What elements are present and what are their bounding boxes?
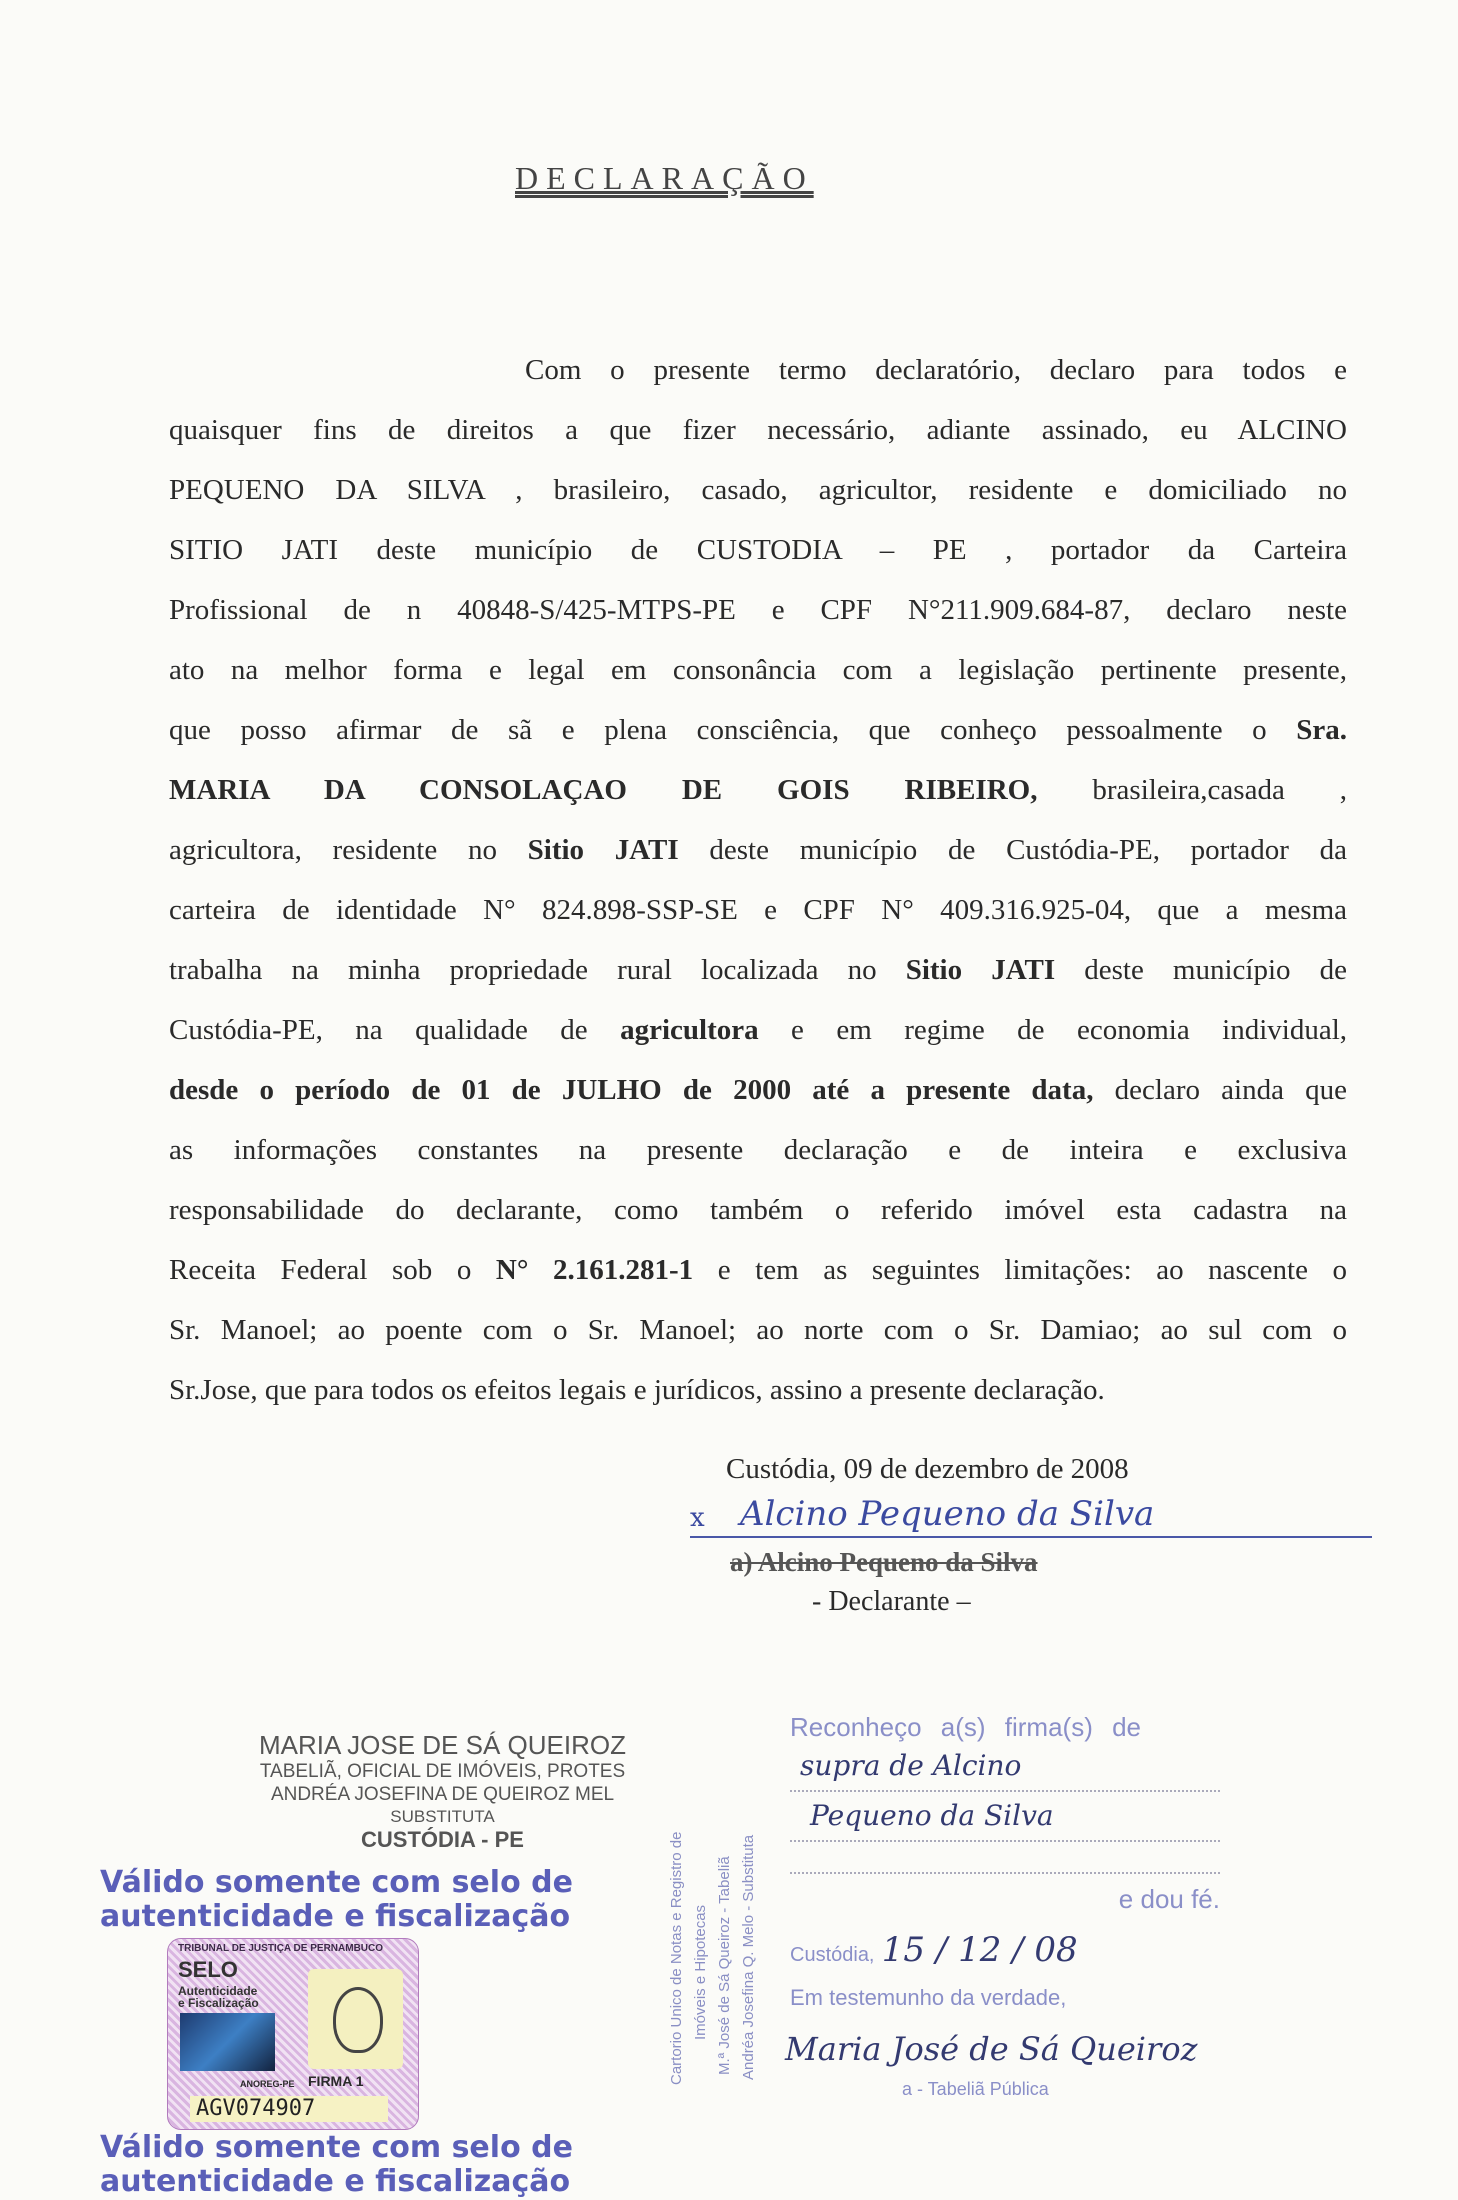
body-line — [169, 1300, 1347, 1360]
bold-text: MARIA DA CONSOLAÇAO DE GOIS RIBEIRO, — [169, 774, 1038, 806]
notary-stamp — [235, 1730, 650, 1853]
recognition-date-handwritten: 15 / 12 / 08 — [881, 1930, 1078, 1970]
notary-name: MARIA JOSE DE SÁ QUEIROZ — [259, 1730, 626, 1760]
signatory-name: a) Alcino Pequeno da Silva — [730, 1547, 1038, 1577]
body-text: deste município de Custódia-PE, portador da — [678, 834, 1347, 866]
body-line — [169, 640, 1347, 700]
place-date: Custódia, 09 de dezembro de 2008 — [726, 1453, 1129, 1485]
seal-subtitle-line: Autenticidade — [178, 1984, 258, 1998]
notary-line: CUSTÓDIA - PE — [361, 1827, 524, 1852]
body-text: ato na melhor forma e legal em consonância com a legislação pertinente presente, — [169, 654, 1347, 686]
body-line — [169, 1000, 1347, 1060]
body-line — [169, 1120, 1347, 1180]
body-line — [169, 1060, 1347, 1120]
body-text: declaro ainda que — [1093, 1074, 1347, 1106]
body-line — [169, 700, 1347, 760]
body-text: brasileira,casada , — [1037, 774, 1347, 806]
body-text: carteira de identidade N° 824.898-SSP-SE e CPF N° 409.316.925-04, que a mesma — [169, 894, 1347, 926]
validity-stamp-bottom — [100, 2131, 660, 2199]
recognition-heading: Reconheço a(s) firma(s) de — [790, 1712, 1141, 1742]
authenticity-seal — [167, 1938, 419, 2130]
body-text: agricultora, residente no — [169, 834, 528, 866]
seal-subtitle — [178, 1985, 259, 2009]
body-text: trabalha na minha propriedade rural localizada no — [169, 954, 906, 986]
bold-text: Sra. — [1296, 714, 1347, 746]
bold-text: agricultora — [620, 1014, 759, 1046]
body-text: quaisquer fins de direitos a que fizer necessário, adiante assinado, eu ALCINO — [169, 414, 1347, 446]
notary-line: TABELIÃ, OFICIAL DE IMÓVEIS, PROTES — [259, 1761, 626, 1782]
signature-mark: x — [690, 1503, 705, 1533]
body-line — [169, 880, 1347, 940]
registry-vertical-text: M.ª José de Sá Queiroz - Tabeliã — [716, 1856, 733, 2075]
bold-text: desde o período de 01 de JULHO de 2000 até a presente data, — [169, 1074, 1094, 1106]
body-text: deste município de — [1055, 954, 1347, 986]
recognition-attest: e dou fé. — [1118, 1884, 1220, 1914]
body-text: Receita Federal sob o — [169, 1254, 496, 1286]
document-title: DECLARAÇÃO — [515, 160, 814, 196]
body-line — [169, 1240, 1347, 1300]
body-text: SITIO JATI deste município de CUSTODIA – PE , portador da Carteira — [169, 534, 1347, 566]
recognition-testimony: Em testemunho da verdade, — [790, 1985, 1067, 2010]
recognition-date — [790, 1924, 1220, 1976]
seal-subtitle-line: e Fiscalização — [178, 1996, 259, 2010]
body-line — [169, 760, 1347, 820]
body-text: as informações constantes na presente declaração e de inteira e exclusiva — [169, 1134, 1347, 1166]
notary-line: ANDRÉA JOSEFINA DE QUEIROZ MEL — [270, 1784, 615, 1805]
body-line — [169, 580, 1347, 640]
body-text: PEQUENO DA SILVA , brasileiro, casado, agricultor, residente e domiciliado no — [169, 474, 1347, 506]
body-text: responsabilidade do declarante, como também o referido imóvel esta cadastra na — [169, 1194, 1347, 1226]
recognition-handwritten: supra de Alcino — [790, 1742, 1220, 1792]
body-text: e tem as seguintes limitações: ao nascente o — [693, 1254, 1348, 1286]
body-text: que posso afirmar de sã e plena consciência, que conheço pessoalmente o — [169, 714, 1297, 746]
body-text: Custódia-PE, na qualidade de — [169, 1014, 621, 1046]
recognition-date-label: Custódia, — [790, 1944, 875, 1966]
body-line — [169, 1360, 1347, 1420]
body-text: Sr. Manoel; ao poente com o Sr. Manoel; ao norte com o Sr. Damiao; ao sul com o — [169, 1314, 1347, 1346]
bold-text: Sitio JATI — [527, 834, 679, 866]
seal-code: AGV074907 — [190, 2096, 388, 2122]
notary-line: SUBSTITUTA — [390, 1807, 495, 1826]
bold-text: N° 2.161.281-1 — [495, 1254, 694, 1286]
declarant-signature — [690, 1494, 1372, 1538]
seal-title: SELO — [178, 1957, 238, 1982]
body-line — [169, 400, 1347, 460]
body-line — [169, 940, 1347, 1000]
body-line — [169, 520, 1347, 580]
signature-recognition-stamp — [790, 1712, 1220, 2020]
body-line — [169, 460, 1347, 520]
validity-line: autenticidade e fiscalização — [100, 1899, 571, 1934]
recognition-handwritten: Pequeno da Silva — [790, 1792, 1220, 1842]
body-text: Com o presente termo declaratório, declaro para todos e — [525, 354, 1347, 386]
coat-of-arms-icon — [308, 1969, 403, 2069]
seal-issuer: TRIBUNAL DE JUSTIÇA DE PERNAMBUCO — [178, 1943, 384, 1954]
bold-text: Sitio JATI — [905, 954, 1056, 986]
validity-line: autenticidade e fiscalização — [100, 2164, 571, 2199]
validity-stamp-top — [100, 1866, 660, 1934]
body-text: Profissional de n 40848-S/425-MTPS-PE e CPF N°211.909.684-87, declaro neste — [169, 594, 1347, 626]
seal-org: ANOREG-PE — [240, 2079, 295, 2089]
body-line — [169, 820, 1347, 880]
notary-signature: Maria José de Sá Queiroz — [785, 2030, 1198, 2068]
body-text: e em regime de economia individual, — [758, 1014, 1347, 1046]
declaration-body — [169, 340, 1347, 1420]
seal-type: FIRMA 1 — [308, 2073, 364, 2089]
body-line — [169, 340, 1347, 400]
registry-vertical-text: Andréa Josefina Q. Melo - Substituta — [740, 1834, 757, 2080]
signatory-role: - Declarante – — [812, 1586, 971, 1617]
registry-vertical-text: Cartorio Unico de Notas e Registro de — [668, 1831, 685, 2085]
body-text: Sr.Jose, que para todos os efeitos legais e jurídicos, assino a presente declaração. — [169, 1374, 1105, 1406]
validity-line: Válido somente com selo de — [100, 2130, 573, 2165]
dotted-line — [790, 1842, 1220, 1874]
registry-vertical-text: Imóveis e Hipotecas — [692, 1904, 709, 2040]
validity-line: Válido somente com selo de — [100, 1865, 573, 1900]
signature-handwritten: Alcino Pequeno da Silva — [740, 1494, 1155, 1534]
hologram-icon — [180, 2013, 275, 2071]
notary-role: a - Tabeliã Pública — [902, 2079, 1049, 2099]
body-line — [169, 1180, 1347, 1240]
